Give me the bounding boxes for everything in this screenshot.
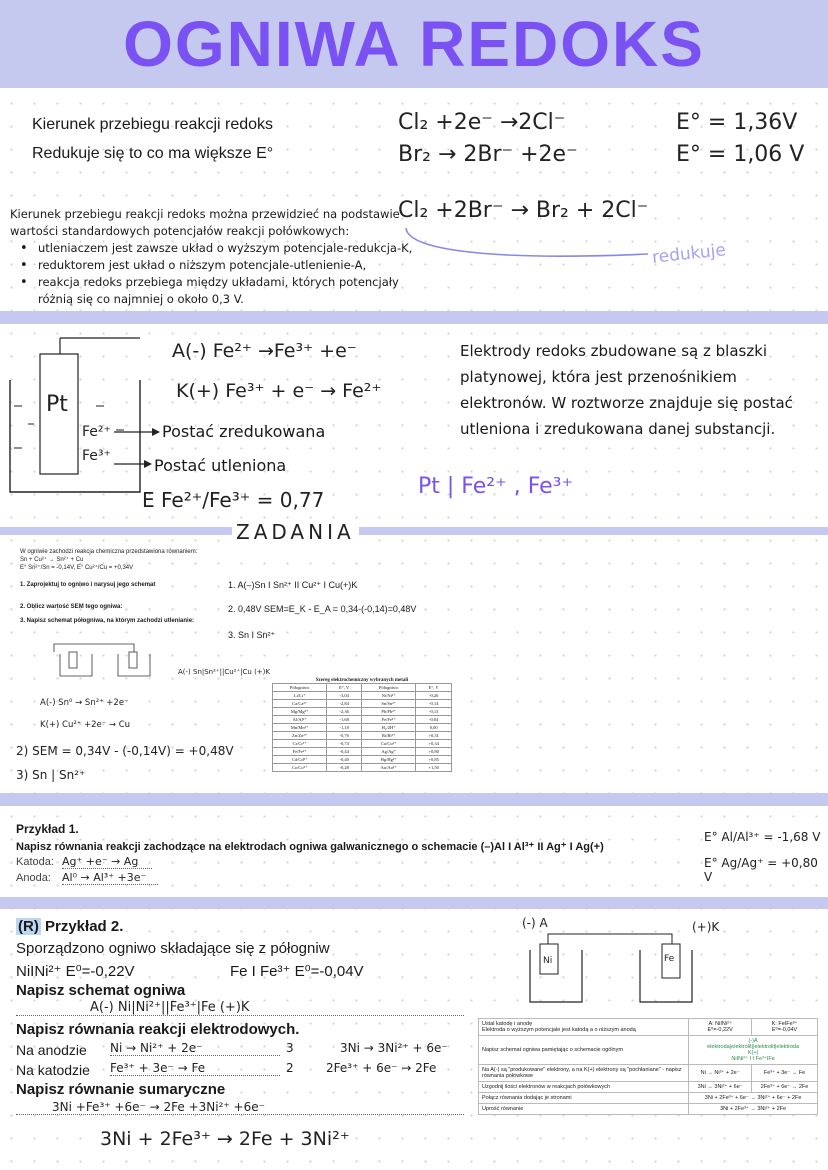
extended-level-badge: (R)	[18, 918, 39, 935]
cathode-sign: (+)K	[692, 920, 720, 934]
task-cell-sketch	[14, 640, 184, 690]
step-row	[479, 1036, 818, 1065]
table-cell: Fe/Fe²⁺	[273, 748, 327, 756]
page-title: OGNIWA REDOKS	[0, 0, 828, 88]
table-row	[273, 732, 452, 740]
table-cell: -0,14	[416, 700, 452, 708]
hand-half-cell: 3) Sn | Sn²⁺	[16, 768, 86, 782]
anoda-label: Anoda:	[16, 872, 51, 884]
table-cell: Mn/Mn²⁺	[273, 724, 327, 732]
step-instruction: Na A(-) są "produkowane" elektrony, a na K(+) elektrony są "pochłaniane" - napisz równania połówkowe	[479, 1065, 689, 1082]
table-row	[273, 740, 452, 748]
step-instruction: Uzgodnij ilości elektronów w reakcjach połówkowych	[479, 1082, 689, 1093]
divider-band	[0, 311, 828, 324]
table-cell: -0,74	[327, 740, 362, 748]
summary-heading: Napisz równanie sumaryczne	[16, 1081, 226, 1098]
table-cell: Bi/Bi³⁺	[362, 732, 416, 740]
katoda-label: Katoda:	[16, 856, 54, 868]
chlorine-potential: E° = 1,36V	[676, 110, 798, 135]
anode-reaction: A(-) Fe²⁺ →Fe³⁺ +e⁻	[172, 340, 357, 362]
platinum-label: Pt	[46, 392, 68, 417]
table-cell: +0,34	[416, 740, 452, 748]
table-cell: -0,26	[416, 692, 452, 700]
iron-half-cell: Fe I Fe³⁺ E⁰=-0,04V	[230, 963, 364, 980]
series-table-header: E°, V	[416, 684, 452, 692]
series-table-header: Półogniwo	[273, 684, 327, 692]
hand-sem: 2) SEM = 0,34V - (-0,14V) = +0,48V	[16, 744, 234, 758]
step-answer: A: NiINi²⁺ E⁰=-0,22V	[689, 1019, 752, 1036]
answer-3: 3. Sn I Sn²⁺	[228, 630, 276, 640]
step-answer: 2Fe³⁺ + 6e⁻ → 2Fe	[752, 1082, 818, 1093]
redox-equation: Cl₂ +2Br⁻ → Br₂ + 2Cl⁻	[398, 198, 649, 223]
series-table-header: Półogniwo	[362, 684, 416, 692]
table-row	[273, 724, 452, 732]
table-cell: Co/Co²⁺	[273, 764, 327, 772]
table-cell: -0,04	[416, 716, 452, 724]
series-table	[272, 683, 452, 772]
table-cell: Ca/Ca²⁺	[273, 700, 327, 708]
table-row	[273, 764, 452, 772]
hand-schema: A(-) Sn|Sn²⁺||Cu²⁺|Cu (+)K	[178, 668, 270, 676]
table-row	[273, 708, 452, 716]
iron-potential: E Fe²⁺/Fe³⁺ = 0,77	[142, 488, 325, 512]
step-instruction: Uprość równanie	[479, 1104, 689, 1115]
answer-1: 1. A(–)Sn I Sn²⁺ II Cu²⁺ I Cu(+)K	[228, 580, 358, 590]
electrochemical-series-table	[270, 676, 454, 774]
cathode-label: Na katodzie	[16, 1062, 90, 1078]
table-cell: Cd/Cd²⁺	[273, 756, 327, 764]
table-cell: +0,31	[416, 732, 452, 740]
question-2: 2. Oblicz wartość SEM tego ogniwa:	[20, 604, 123, 610]
table-row	[273, 700, 452, 708]
rule-item-difference: • reakcja redoks przebiega między układami, których potencjały różnią się co najmniej o około 0,3 V.	[10, 274, 430, 308]
table-cell: +0,85	[416, 756, 452, 764]
redox-electrode-diagram	[0, 330, 160, 510]
schema-answer: A(-) Ni|Ni²⁺||Fe³⁺|Fe (+)K	[16, 1000, 464, 1016]
rules-list	[10, 240, 430, 308]
table-cell: +0,80	[416, 748, 452, 756]
step-instruction: Ustal katodę i anodę Elektroda o wyższym potencjale jest katodą a o niższym anodą	[479, 1019, 689, 1036]
table-cell: -0,28	[327, 764, 362, 772]
solution-steps	[478, 1018, 818, 1115]
fe2-label: Fe²⁺	[82, 424, 111, 440]
example2-intro: Sporządzono ogniwo składające się z półogniw	[16, 940, 330, 957]
table-cell: +1,50	[416, 764, 452, 772]
table-cell: Sn/Sn²⁺	[362, 700, 416, 708]
table-cell: Li/Li⁺	[273, 692, 327, 700]
cathode-multiplier: 2	[286, 1061, 294, 1075]
table-cell: Fe/Fe³⁺	[362, 716, 416, 724]
table-cell: Ag/Ag⁺	[362, 748, 416, 756]
task-intro-line: W ogniwie zachodzi reakcja chemiczna przedstawiona równaniem:	[20, 549, 198, 555]
nickel-electrode-label: Ni	[543, 956, 553, 966]
bromine-equation: Br₂ → 2Br⁻ +2e⁻	[398, 142, 578, 167]
solution-steps-table	[478, 1018, 818, 1115]
table-cell: Hg/Hg²⁺	[362, 756, 416, 764]
series-table-header: E°, V	[327, 684, 362, 692]
step-answer: 3Ni + 2Fe³⁺ + 6e⁻ → 3Ni²⁺ + 6e⁻ + 2Fe	[689, 1093, 818, 1104]
table-cell: Au/Au³⁺	[362, 764, 416, 772]
table-cell: -2,36	[327, 708, 362, 716]
oxidized-form-label: Postać utleniona	[154, 456, 287, 475]
table-cell: Al/Al³⁺	[273, 716, 327, 724]
iron-electrode-label: Fe	[664, 954, 675, 964]
step-answer: Fe³⁺ + 3e⁻ → Fe	[752, 1065, 818, 1082]
anode-multiplier: 3	[286, 1041, 294, 1055]
table-cell: Zn/Zn²⁺	[273, 732, 327, 740]
aluminium-potential: E° Al/Al³⁺ = -1,68 V	[704, 830, 821, 844]
table-cell: -1,18	[327, 724, 362, 732]
step-row	[479, 1104, 818, 1115]
electrode-eq-heading: Napisz równania reakcji elektrodowych.	[16, 1021, 300, 1038]
silver-potential: E° Ag/Ag⁺ = +0,80 V	[704, 856, 818, 884]
fe3-label: Fe³⁺	[82, 448, 111, 464]
task-intro	[20, 548, 197, 572]
reduction-note: redukuje	[651, 240, 727, 268]
table-row	[273, 748, 452, 756]
task-reaction: Sn + Cu²⁺ → Sn²⁺ + Cu	[20, 557, 84, 563]
step-row	[479, 1019, 818, 1036]
hand-anode-eq: A(-) Sn⁰ → Sn²⁺ +2e⁻	[40, 698, 129, 708]
table-cell: -0,40	[327, 756, 362, 764]
cathode-answer: Fe³⁺ + 3e⁻ → Fe	[110, 1061, 280, 1076]
nickel-iron-cell-diagram	[520, 930, 720, 1010]
divider-band	[0, 527, 828, 535]
divider-band	[0, 793, 828, 806]
step-instruction: Napisz schemat ogniwa pamiętając o schemacie ogólnym	[479, 1036, 689, 1065]
table-cell: H₂/2H⁺	[362, 724, 416, 732]
hand-cathode-eq: K(+) Cu²⁺ +2e⁻ → Cu	[40, 720, 131, 730]
summary-line: 3Ni +Fe³⁺ +6e⁻ → 2Fe +3Ni²⁺ +6e⁻	[16, 1100, 464, 1115]
table-cell: -0,76	[327, 732, 362, 740]
step-answer: 3Ni + 2Fe³⁺ → 3Ni²⁺ + 2Fe	[689, 1104, 818, 1115]
rule-item-reducer: • reduktorem jest układ o niższym potencjale-utlenienie-A,	[10, 257, 430, 274]
example2-heading	[16, 918, 123, 935]
table-cell: Ni/Ni²⁺	[362, 692, 416, 700]
task-potentials: E° Sn²⁺/Sn = -0,14V, E° Cu²⁺/Cu = +0,34V	[20, 565, 134, 571]
table-row	[273, 756, 452, 764]
anode-total: 3Ni → 3Ni²⁺ + 6e⁻	[340, 1041, 448, 1055]
table-cell: 0,00	[416, 724, 452, 732]
series-table-title: Szereg elektrochemiczny wybranych metali	[315, 678, 409, 683]
anode-answer: Ni → Ni²⁺ + 2e⁻	[110, 1041, 280, 1056]
table-cell: -1,68	[327, 716, 362, 724]
nickel-half-cell: NiINi²⁺ E⁰=-0,22V	[16, 963, 135, 980]
table-cell: Mg/Mg²⁺	[273, 708, 327, 716]
bromine-potential: E° = 1,06 V	[676, 142, 805, 167]
redox-electrode-description: Elektrody redoks zbudowane są z blaszki platynowej, która jest przenośnikiem elektronów. W roztworze znajduje się postać utleniona i zredukowana danej substancji.	[460, 342, 793, 438]
cathode-total: 2Fe³⁺ + 6e⁻ → 2Fe	[326, 1061, 437, 1075]
prediction-intro: Kierunek przebiegu reakcji redoks można przewidzieć na podstawie wartości standardowych potencjałów reakcji połówkowych:	[10, 207, 400, 238]
katoda-answer: Ag⁺ +e⁻ → Ag	[62, 855, 152, 869]
schema-heading: Napisz schemat ogniwa	[16, 982, 186, 999]
example1-title: Przykład 1.	[16, 822, 79, 836]
reduced-form-label: Postać zredukowana	[162, 422, 326, 441]
table-cell: -0,44	[327, 748, 362, 756]
question-1: 1. Zaprojektuj to ogniwo i narysuj jego schemat	[20, 582, 156, 588]
chlorine-equation: Cl₂ +2e⁻ →2Cl⁻	[398, 110, 566, 135]
direction-heading: Kierunek przebiegu reakcji redoks	[32, 116, 274, 133]
divider-band	[0, 897, 828, 909]
rule-text: Redukuje się to co ma większe E°	[32, 145, 274, 162]
step-answer: 3Ni → 3Ni²⁺ + 6e⁻	[689, 1082, 752, 1093]
step-answer: Ni → Ni²⁺ + 2e⁻	[689, 1065, 752, 1082]
table-cell: -0,13	[416, 708, 452, 716]
example2-title: Przykład 2.	[45, 918, 124, 935]
rule-item-oxidizer: • utleniaczem jest zawsze układ o wyższym potencjale-redukcja-K,	[10, 240, 430, 257]
anode-label: Na anodzie	[16, 1042, 87, 1058]
step-row	[479, 1082, 818, 1093]
step-answer: K: FeIFe³⁺ E⁰=-0,04V	[752, 1019, 818, 1036]
cathode-reaction: K(+) Fe³⁺ + e⁻ → Fe²⁺	[176, 380, 382, 402]
table-row	[273, 692, 452, 700]
table-cell: Cr/Cr³⁺	[273, 740, 327, 748]
question-3: 3. Napisz schemat półogniwa, na którym zachodzi utlenianie:	[20, 618, 195, 624]
electrode-notation: Pt | Fe²⁺ , Fe³⁺	[418, 474, 574, 499]
anode-sign: (-) A	[522, 916, 548, 930]
step-instruction: Połącz równania dodając je stronami	[479, 1093, 689, 1104]
anoda-answer: Al⁰ → Al³⁺ +3e⁻	[62, 871, 158, 885]
step-row	[479, 1093, 818, 1104]
table-cell: Cu/Cu²⁺	[362, 740, 416, 748]
tasks-heading: ZADANIA	[232, 520, 359, 544]
table-row	[273, 716, 452, 724]
step-answer: (-)A elektroda|elektrolit||elektrolit|elektroda K(+) NiINi²⁺ I I Fe³⁺IFe	[689, 1036, 818, 1065]
table-cell: -3,04	[327, 692, 362, 700]
table-cell: -2,84	[327, 700, 362, 708]
step-row	[479, 1065, 818, 1082]
final-equation: 3Ni + 2Fe³⁺ → 2Fe + 3Ni²⁺	[100, 1128, 350, 1150]
example1-task: Napisz równania reakcji zachodzące na elektrodach ogniwa galwanicznego o schemacie (–)Al I Al³⁺ II Ag⁺ I Ag(+)	[16, 841, 604, 853]
table-cell: Pb/Pb²⁺	[362, 708, 416, 716]
answer-2: 2. 0,48V SEM=E_K - E_A = 0,34-(-0,14)=0,48V	[228, 604, 417, 614]
